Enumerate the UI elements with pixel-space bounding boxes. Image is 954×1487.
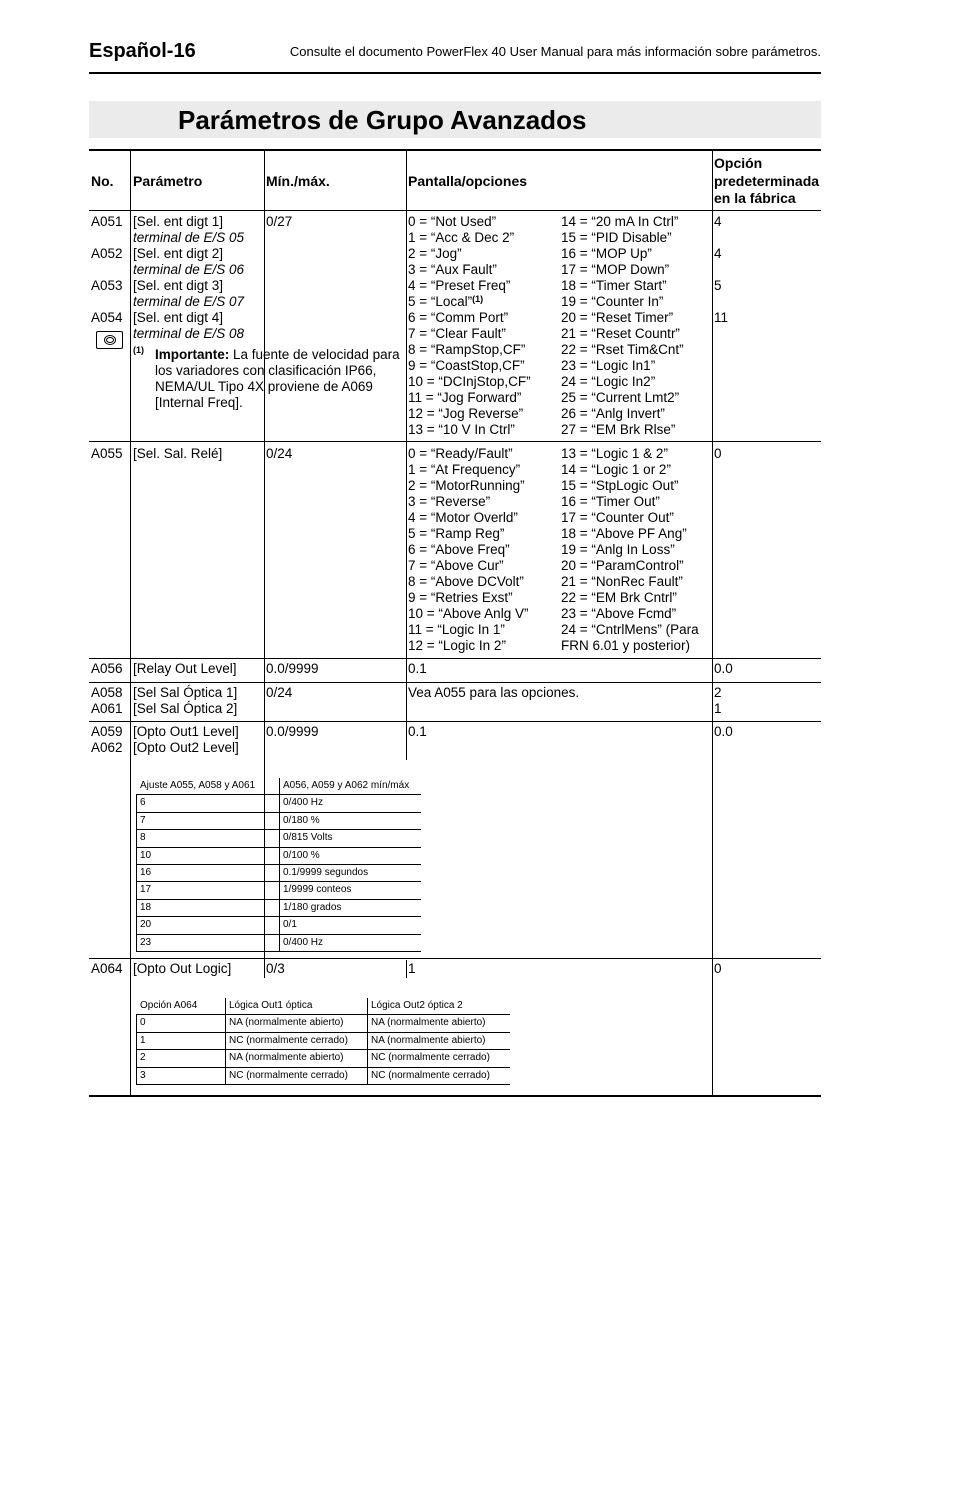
col-header-default-1: Opción [714, 155, 763, 171]
subtable-row [136, 1068, 510, 1085]
param-default: 5 [714, 278, 722, 293]
row-divider [89, 658, 821, 659]
option-item: 14 = “Logic 1 or 2” [561, 462, 671, 477]
subtable-cell: A056, A059 y A062 mín/máx [283, 780, 410, 791]
option-item: 15 = “StpLogic Out” [561, 478, 679, 493]
row-divider [89, 210, 821, 211]
option-item: 15 = “PID Disable” [561, 230, 672, 245]
subtable-cell: 20 [140, 919, 152, 931]
param-name: [Relay Out Level] [133, 661, 237, 676]
option-item: 18 = “Timer Start” [561, 278, 667, 293]
subtable-cell: 0/400 Hz [283, 936, 324, 948]
subtable-divider [225, 998, 226, 1085]
col-divider [406, 151, 407, 760]
param-default: 0.0 [714, 724, 733, 739]
subtable-cell: 0/100 % [283, 849, 320, 861]
subtable-cell: 18 [140, 901, 152, 913]
subtable-cell: Lógica Out2 óptica 2 [371, 1000, 463, 1011]
param-minmax: 0.0/9999 [266, 661, 319, 676]
subtable-cell: 0/815 Volts [283, 832, 333, 844]
option-item: 3 = “Reverse” [408, 494, 491, 509]
option-item: 9 = “CoastStop,CF” [408, 358, 525, 373]
param-default: 1 [714, 701, 722, 716]
option-item: 5 = “Ramp Reg” [408, 526, 505, 541]
param-number: A055 [91, 446, 123, 461]
option-item: 26 = “Anlg Invert” [561, 406, 665, 421]
col-header-display: Pantalla/opciones [408, 173, 528, 189]
option-item: 12 = “Jog Reverse” [408, 406, 524, 421]
keypad-icon [96, 331, 123, 349]
param-name: [Opto Out Logic] [133, 961, 232, 976]
param-number: A051 [91, 214, 123, 229]
subtable-cell: 23 [140, 936, 152, 948]
param-display: 1 [408, 961, 416, 976]
option-item: 7 = “Above Cur” [408, 558, 504, 573]
row-divider [89, 441, 821, 442]
option-item: 21 = “Reset Countr” [561, 326, 680, 341]
subtable-cell: NC (normalmente cerrado) [371, 1052, 490, 1064]
option-item: 22 = “EM Brk Cntrl” [561, 590, 677, 605]
param-name: [Sel. ent digt 3] [133, 278, 224, 293]
option-item: 16 = “Timer Out” [561, 494, 660, 509]
option-item: 27 = “EM Brk Rlse” [561, 422, 676, 437]
subtable-divider [279, 778, 280, 952]
param-terminal: terminal de E/S 06 [133, 262, 245, 277]
subtable-cell: 0/1 [283, 919, 297, 931]
option-item: 3 = “Aux Fault” [408, 262, 497, 277]
subtable-cell: 8 [140, 832, 146, 844]
option-item: 22 = “Rset Tim&Cnt” [561, 342, 684, 357]
footnote-bold: Importante: [155, 347, 230, 362]
option-item: 16 = “MOP Up” [561, 246, 652, 261]
param-number: A052 [91, 246, 123, 261]
subtable-cell: 17 [140, 884, 152, 896]
col-header-minmax: Mín./máx. [266, 173, 330, 189]
col-divider [130, 151, 131, 1095]
param-number: A056 [91, 661, 123, 676]
option-item: 19 = “Anlg In Loss” [561, 542, 675, 557]
subtable-cell: NC (normalmente cerrado) [229, 1034, 348, 1046]
subtable-cell: NA (normalmente abierto) [371, 1017, 486, 1029]
param-number: A062 [91, 740, 123, 755]
subtable-row [136, 1033, 510, 1050]
subtable-divider [367, 998, 368, 1085]
option-item: 6 = “Above Freq” [408, 542, 510, 557]
option-item: 6 = “Comm Port” [408, 310, 509, 325]
option-item: 13 = “Logic 1 & 2” [561, 446, 668, 461]
subtable-row [136, 1050, 510, 1067]
subtable-cell: 1 [140, 1034, 146, 1046]
param-name: [Sel. ent digt 1] [133, 214, 224, 229]
param-default: 0 [714, 961, 722, 976]
subtable-divider [136, 795, 137, 952]
param-name: [Sel Sal Óptica 2] [133, 701, 238, 716]
param-display: Vea A055 para las opciones. [408, 685, 580, 700]
param-minmax: 0.0/9999 [266, 724, 319, 739]
option-item: 18 = “Above PF Ang” [561, 526, 687, 541]
option-item: 4 = “Preset Freq” [408, 278, 511, 293]
header-note: Consulte el documento PowerFlex 40 User Manual para más información sobre parámetros. [289, 44, 821, 59]
option-item: 8 = “Above DCVolt” [408, 574, 524, 589]
col-header-default-2: predeterminada [714, 173, 820, 189]
subtable-cell: 0/180 % [283, 814, 320, 826]
option-item: 11 = “Logic In 1” [408, 622, 505, 637]
subtable-cell: 10 [140, 849, 152, 861]
option-item: 4 = “Motor Overld” [408, 510, 518, 525]
subtable-cell: Lógica Out1 óptica [229, 1000, 313, 1011]
param-number: A054 [91, 310, 123, 325]
subtable-cell: 16 [140, 867, 152, 878]
row-divider [89, 682, 821, 683]
page-label: Español-16 [89, 40, 196, 62]
option-item: 23 = “Above Fcmd” [561, 606, 677, 621]
page-title: Parámetros de Grupo Avanzados [178, 105, 587, 135]
param-number: A059 [91, 724, 123, 739]
parameter-table [89, 149, 821, 1097]
param-name: [Sel Sal Óptica 1] [133, 685, 238, 700]
param-default: 4 [714, 214, 722, 229]
param-name: [Opto Out2 Level] [133, 740, 239, 755]
footnote-mark: (1) [133, 345, 144, 355]
option-item: 12 = “Logic In 2” [408, 638, 506, 653]
subtable-cell: Ajuste A055, A058 y A061 [140, 780, 256, 791]
param-name: [Opto Out1 Level] [133, 724, 239, 739]
row-divider [89, 721, 821, 722]
option-item: 17 = “MOP Down” [561, 262, 670, 277]
param-number: A058 [91, 685, 123, 700]
param-number: A053 [91, 278, 123, 293]
param-number: A061 [91, 701, 123, 716]
param-default: 11 [714, 310, 729, 325]
footnote-body: La fuente de velocidad para los variadores con clasificación IP66, NEMA/UL Tipo 4X proviene de A069 [Internal Freq]. [155, 347, 400, 410]
option-item: 8 = “RampStop,CF” [408, 342, 526, 357]
param-terminal: terminal de E/S 07 [133, 294, 245, 309]
option-item: 11 = “Jog Forward” [408, 390, 522, 405]
option-item: 20 = “ParamControl” [561, 558, 684, 573]
param-name: [Sel. Sal. Relé] [133, 446, 223, 461]
col-divider [406, 960, 407, 978]
option-item: 0 = “Not Used” [408, 214, 497, 229]
subtable-cell: NA (normalmente abierto) [229, 1017, 344, 1029]
subtable-cell: 7 [140, 814, 146, 826]
option-item: 10 = “DCInjStop,CF” [408, 374, 531, 389]
subtable-row [136, 1015, 510, 1032]
option-item: 19 = “Counter In” [561, 294, 664, 309]
option-item: 7 = “Clear Fault” [408, 326, 506, 341]
option-item: 25 = “Current Lmt2” [561, 390, 680, 405]
option-item: 13 = “10 V In Ctrl” [408, 422, 515, 437]
param-minmax: 0/27 [266, 214, 293, 229]
option-item: 24 = “CntrlMens” (Para [561, 622, 699, 637]
option-item: 14 = “20 mA In Ctrl” [561, 214, 679, 229]
option-item: 2 = “MotorRunning” [408, 478, 525, 493]
subtable-cell: Opción A064 [140, 1000, 198, 1011]
param-terminal: terminal de E/S 05 [133, 230, 245, 245]
subtable-cell: NC (normalmente cerrado) [229, 1069, 348, 1081]
col-header-no: No. [91, 173, 114, 189]
subtable-cell: 0/400 Hz [283, 797, 324, 809]
option-item: 1 = “At Frequency” [408, 462, 521, 477]
title-band [89, 101, 821, 138]
option-item: 10 = “Above Anlg V” [408, 606, 529, 621]
param-number: A064 [91, 961, 123, 976]
param-display: 0.1 [408, 724, 427, 739]
param-minmax: 0/24 [266, 446, 293, 461]
col-divider [712, 151, 713, 1095]
param-default: 0.0 [714, 661, 733, 676]
param-minmax: 0/3 [266, 961, 285, 976]
param-default: 2 [714, 685, 722, 700]
option-item: 21 = “NonRec Fault” [561, 574, 683, 589]
footnote-ref: (1) [472, 294, 484, 304]
param-display: 0.1 [408, 661, 427, 676]
option-item: FRN 6.01 y posterior) [561, 638, 691, 653]
option-item: 20 = “Reset Timer” [561, 310, 674, 325]
option-item: 1 = “Acc & Dec 2” [408, 230, 515, 245]
subtable-cell: 1/180 grados [283, 901, 342, 913]
subtable-cell: 6 [140, 797, 146, 809]
option-item: 9 = “Retries Exst” [408, 590, 513, 605]
row-divider [89, 958, 821, 959]
col-divider [264, 960, 265, 978]
subtable-cell: 0 [140, 1017, 146, 1029]
param-default: 4 [714, 246, 722, 261]
subtable-cell: NC (normalmente cerrado) [371, 1069, 490, 1081]
param-default: 0 [714, 446, 722, 461]
option-item: 0 = “Ready/Fault” [408, 446, 513, 461]
subtable-header [136, 998, 510, 1015]
option-item: 17 = “Counter Out” [561, 510, 674, 525]
option-item: 24 = “Logic In2” [561, 374, 656, 389]
col-header-parameter: Parámetro [133, 173, 203, 189]
subtable-cell: 3 [140, 1069, 146, 1081]
param-name: [Sel. ent digt 2] [133, 246, 224, 261]
subtable-divider [136, 1015, 137, 1085]
subtable-cell: 2 [140, 1052, 146, 1064]
option-item: 5 = “Local”$^{(1)}$ [408, 294, 484, 309]
col-header-default-3: en la fábrica [714, 190, 796, 206]
subtable-cell: 0.1/9999 segundos [283, 867, 369, 878]
option-item: 2 = “Jog” [408, 246, 462, 261]
option-item: 23 = “Logic In1” [561, 358, 656, 373]
footnote-text [155, 347, 400, 411]
param-minmax: 0/24 [266, 685, 293, 700]
subtable-cell: 1/9999 conteos [283, 884, 352, 896]
subtable-cell: NA (normalmente abierto) [229, 1052, 344, 1064]
subtable-cell: NA (normalmente abierto) [371, 1034, 486, 1046]
param-name: [Sel. ent digt 4] [133, 310, 224, 325]
page-header [89, 38, 821, 74]
param-terminal: terminal de E/S 08 [133, 326, 245, 341]
